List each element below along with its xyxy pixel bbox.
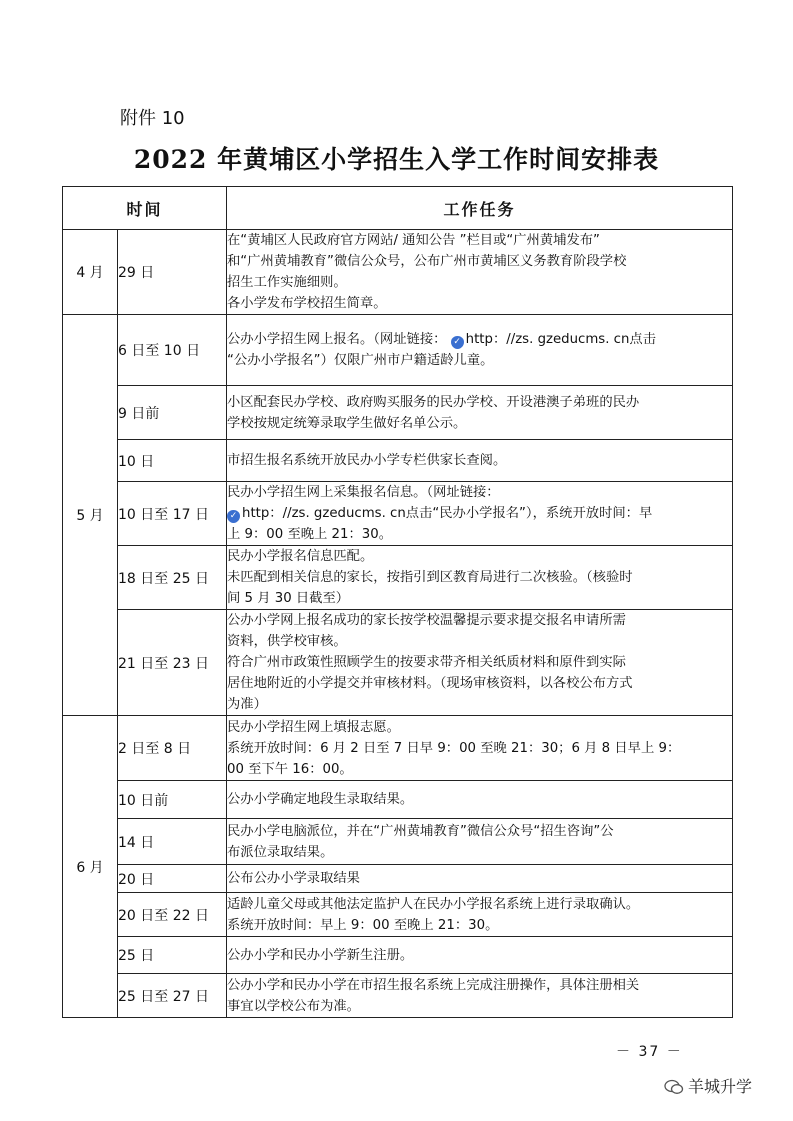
brand-watermark <box>664 1074 752 1097</box>
header-task: 工作任务 <box>227 187 733 230</box>
task-cell: 小区配套民办学校、政府购买服务的民办学校、开设港澳子弟班的民办 学校按规定统筹录取学生做好名单公示。 <box>227 386 733 440</box>
day-cell: 10 日 <box>118 440 227 482</box>
task-cell: 民办小学电脑派位，并在“广州黄埔教育”微信公众号“招生咨询”公 布派位录取结果。 <box>227 819 733 865</box>
table-row <box>63 546 733 610</box>
task-cell: 民办小学招生网上填报志愿。 系统开放时间：6 月 2 日至 7 日早 9：00 至晚 21：30；6 月 8 日早上 9： 00 至下午 16：00。 <box>227 716 733 781</box>
header-row <box>63 187 733 230</box>
table-row <box>63 937 733 974</box>
day-cell: 29 日 <box>118 230 227 315</box>
day-cell: 18 日至 25 日 <box>118 546 227 610</box>
table-row <box>63 610 733 716</box>
table-row <box>63 893 733 937</box>
header-time: 时间 <box>63 187 227 230</box>
wechat-icon <box>664 1079 684 1095</box>
registration-link[interactable]: http：//zs. gzeducms. cn <box>242 506 406 521</box>
task-cell: 公办小学网上报名成功的家长按学校温馨提示要求提交报名申请所需 资料，供学校审核。 符合广州市政策性照顾学生的按要求带齐相关纸质材料和原件到实际 居住地附近的小学提交并审核材料。（现场审核资料，以各校公布方式 为准） <box>227 610 733 716</box>
task-cell: 公办小学确定地段生录取结果。 <box>227 781 733 819</box>
day-cell: 25 日至 27 日 <box>118 974 227 1018</box>
task-cell: 市招生报名系统开放民办小学专栏供家长查阅。 <box>227 440 733 482</box>
table-row <box>63 482 733 546</box>
day-cell: 9 日前 <box>118 386 227 440</box>
day-cell: 20 日 <box>118 865 227 893</box>
day-cell: 10 日至 17 日 <box>118 482 227 546</box>
table-row <box>63 974 733 1018</box>
table-row <box>63 865 733 893</box>
task-cell: 公办小学和民办小学在市招生报名系统上完成注册操作，具体注册相关 事宜以学校公布为准。 <box>227 974 733 1018</box>
day-cell: 6 日至 10 日 <box>118 315 227 386</box>
table-row <box>63 781 733 819</box>
task-cell: 公办小学招生网上报名。（网址链接： ✓ http：//zs. gzeducms. cn点击 “公办小学报名”）仅限广州市户籍适龄儿童。 <box>227 315 733 386</box>
shield-link-icon: ✓ <box>227 510 240 523</box>
brand-name: 羊城升学 <box>688 1077 753 1096</box>
day-cell: 2 日至 8 日 <box>118 716 227 781</box>
task-cell: 适龄儿童父母或其他法定监护人在民办小学报名系统上进行录取确认。 系统开放时间：早上 9：00 至晚上 21：30。 <box>227 893 733 937</box>
table-row <box>63 819 733 865</box>
page-title: 2022 年黄埔区小学招生入学工作时间安排表 <box>133 145 660 174</box>
task-cell: 公布公办小学录取结果 <box>227 865 733 893</box>
schedule-table <box>62 186 733 1018</box>
table-row <box>63 386 733 440</box>
table-row <box>63 230 733 315</box>
shield-link-icon: ✓ <box>451 336 464 349</box>
day-cell: 10 日前 <box>118 781 227 819</box>
day-cell: 20 日至 22 日 <box>118 893 227 937</box>
task-cell: 民办小学招生网上采集报名信息。（网址链接： ✓ http：//zs. gzeducms. cn点击“民办小学报名”），系统开放时间：早 上 9：00 至晚上 21：30。 <box>227 482 733 546</box>
task-cell: 民办小学报名信息匹配。 未匹配到相关信息的家长，按指引到区教育局进行二次核验。（核验时 间 5 月 30 日截至） <box>227 546 733 610</box>
task-cell: 公办小学和民办小学新生注册。 <box>227 937 733 974</box>
table-row <box>63 716 733 781</box>
month-cell-june: 6 月 <box>63 716 118 1018</box>
month-cell-may: 5 月 <box>63 315 118 716</box>
day-cell: 21 日至 23 日 <box>118 610 227 716</box>
month-cell-april: 4 月 <box>63 230 118 315</box>
day-cell: 14 日 <box>118 819 227 865</box>
attachment-label: 附件 10 <box>120 108 185 129</box>
table-row <box>63 315 733 386</box>
day-cell: 25 日 <box>118 937 227 974</box>
task-cell: 在“黄埔区人民政府官方网站/ 通知公告 ”栏目或“广州黄埔发布” 和“广州黄埔教育”微信公众号，公布广州市黄埔区义务教育阶段学校 招生工作实施细则。 各小学发布学校招生简章。 <box>227 230 733 315</box>
table-row <box>63 440 733 482</box>
page-number: － 37 － <box>616 1044 683 1060</box>
registration-link[interactable]: http：//zs. gzeducms. cn <box>465 332 630 347</box>
